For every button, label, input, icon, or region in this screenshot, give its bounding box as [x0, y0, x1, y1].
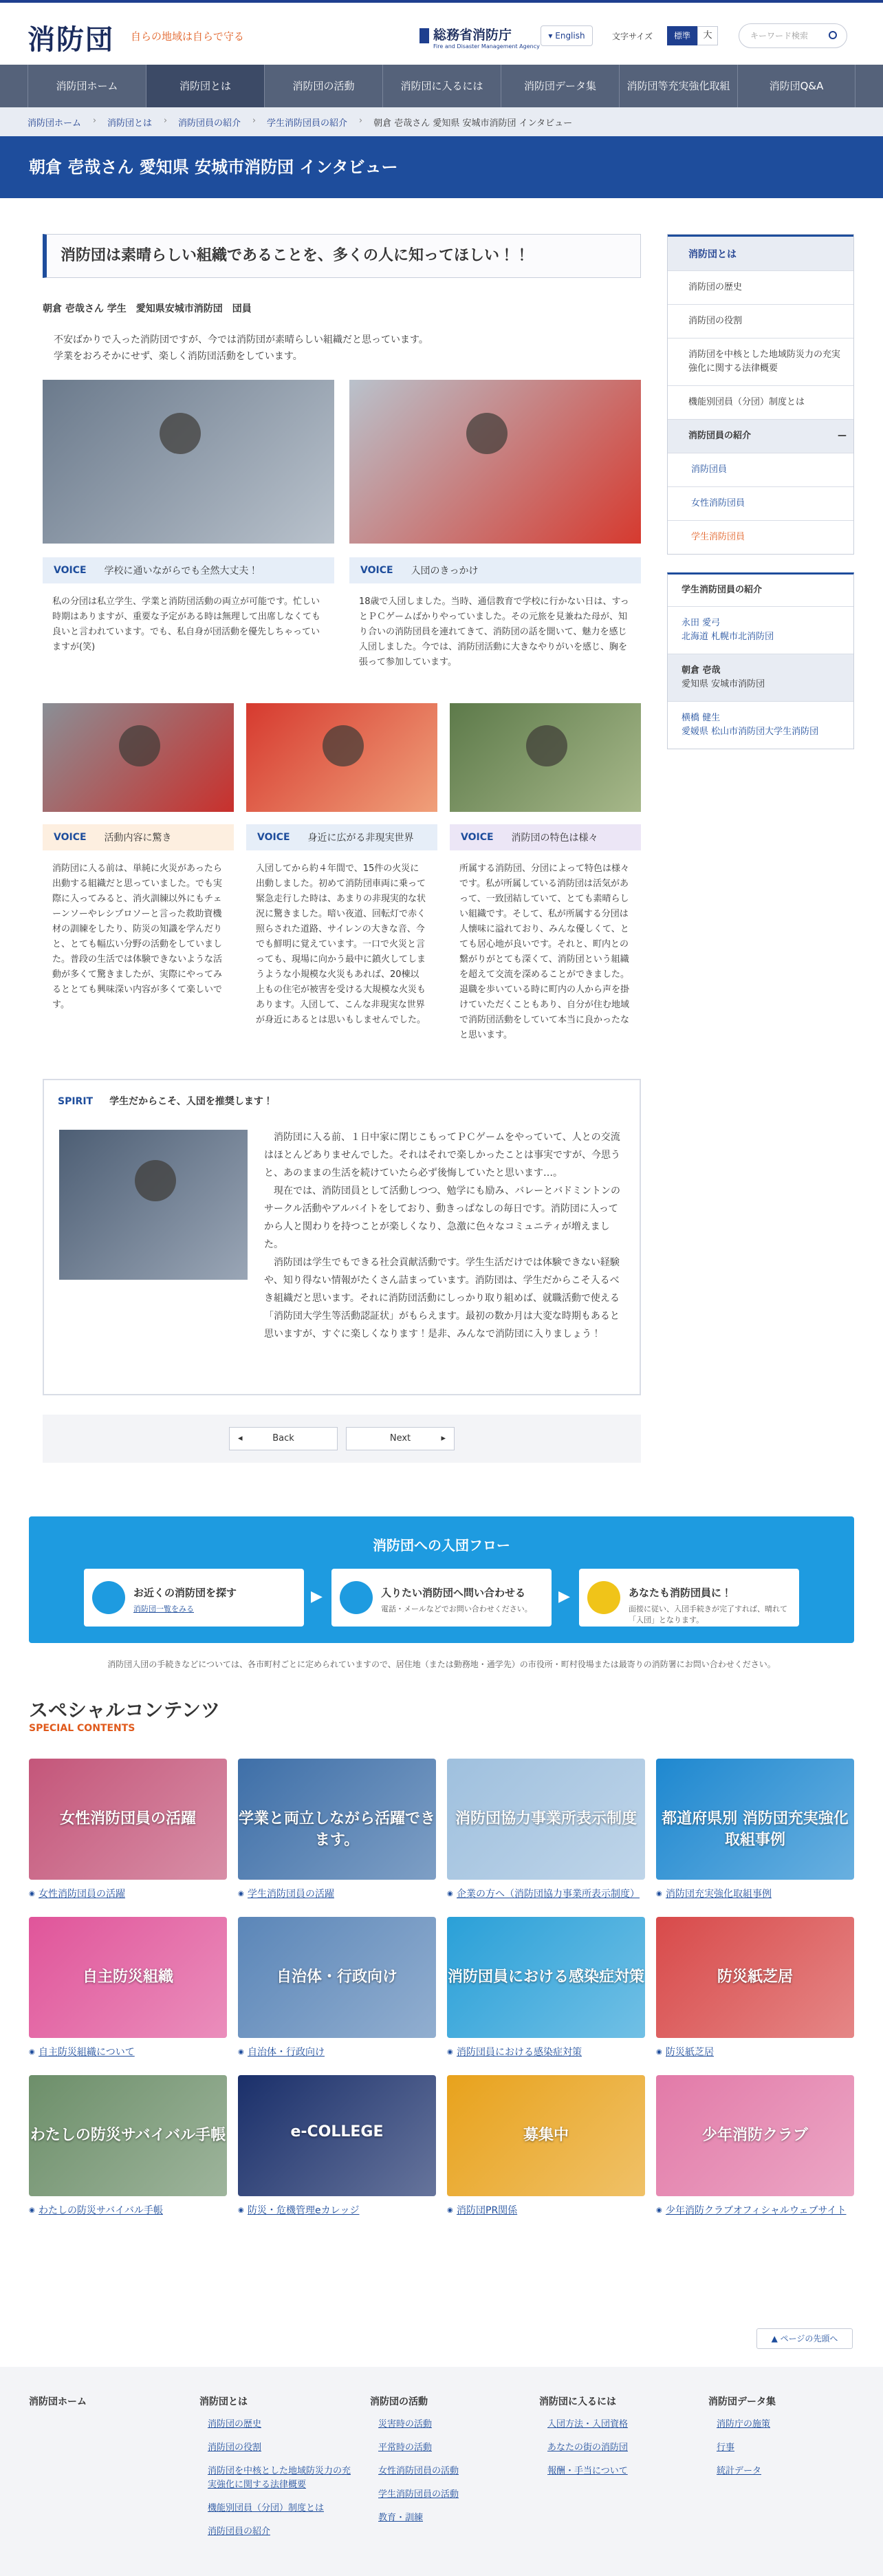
collapse-icon: — — [838, 431, 847, 441]
student-place: 愛媛県 松山市消防団大学生消防団 — [682, 727, 819, 737]
voice-text: 私の分団は私立学生、学業と消防団活動の両立が可能です。忙しい時期はありますが、重要な予定がある時は無理して出席しなくても良いと言われています。でも、私自身が団活動を優先しちゃっていますが(笑) — [52, 597, 321, 652]
back-to-top-button[interactable]: ▲ ページの先頭へ — [756, 2328, 853, 2349]
footer-link[interactable]: 消防団員の紹介 — [208, 2526, 271, 2537]
footer-col — [539, 2394, 704, 2478]
special-card-image[interactable] — [447, 2075, 645, 2196]
voice-header — [246, 824, 437, 850]
page-title-banner — [0, 136, 883, 198]
spirit-text — [264, 1128, 622, 1343]
english-button-label: English — [555, 31, 585, 41]
footer-link[interactable]: 災害時の活動 — [378, 2419, 433, 2429]
special-card-link[interactable]: ◉ 女性消防団員の活躍 — [29, 1887, 227, 1902]
special-card-link[interactable]: ◉ わたしの防災サバイバル手帳 — [29, 2203, 227, 2218]
site-logo[interactable]: 消防団 — [28, 24, 114, 56]
special-card-image-text: 消防団協力事業所表示制度 — [455, 1810, 637, 1828]
sidebar-item[interactable]: 消防団の役割 — [668, 304, 853, 338]
voice-header — [450, 824, 641, 850]
next-button-label: Next — [389, 1433, 411, 1443]
sidebar-item[interactable]: 消防団の歴史 — [668, 270, 853, 304]
back-to-top-label: ページの先頭へ — [780, 2334, 838, 2343]
sidebar-subitem[interactable]: 女性消防団員 — [668, 486, 853, 520]
voice-block-3 — [43, 703, 234, 1013]
special-card[interactable] — [238, 2075, 436, 2218]
footer-heading[interactable]: 消防団とは — [199, 2396, 248, 2407]
photo-fire-engine-member — [246, 703, 437, 812]
join-note: 消防団入団の手続きなどについては、各市町村ごとに定められていますので、居住地（または勤務地・通学先）の市役所・町村役場または最寄りの消防署にお問い合わせください。 — [107, 1660, 776, 1669]
global-nav — [0, 65, 883, 107]
voice-title: 入団のきっかけ — [411, 566, 479, 577]
search-placeholder: キーワード検索 — [750, 31, 809, 41]
spirit-paragraph: 消防団に入る前、１日中家に閉じこもってＰＣゲームをやっていて、人との交流はほとんどありませんでした。それはそれで楽しかったことは事実ですが、今思うと、あのままの生活を続けていたら必ず後悔していたと思います…。 — [264, 1132, 620, 1179]
footer-heading[interactable]: 消防団に入るには — [539, 2396, 616, 2407]
photo-fire-truck — [349, 380, 641, 544]
font-size-label: 文字サイズ — [612, 32, 653, 41]
font-size-large-button[interactable]: 大 — [697, 26, 718, 45]
special-card[interactable] — [238, 1759, 436, 1902]
footer-link[interactable]: 女性消防団員の活動 — [378, 2466, 459, 2476]
footer-link[interactable]: 消防団の役割 — [208, 2443, 262, 2453]
photo-park-uniform — [450, 703, 641, 812]
english-button[interactable]: ▾ English — [541, 25, 593, 46]
special-card-image-text: 募集中 — [523, 2127, 569, 2145]
footer-link[interactable]: 報酬・手当について — [547, 2466, 628, 2476]
special-card-image-text: 女性消防団員の活躍 — [59, 1810, 196, 1828]
special-card-image[interactable] — [238, 2075, 436, 2196]
special-card-image-text: 自主防災組織 — [82, 1968, 173, 1986]
footer-col — [199, 2394, 351, 2539]
voice-text: 消防団に入る前は、単純に火災があったら出動する組織だと思っていました。でも実際に入ってみると、消火訓練以外にもチェーンソーやレシプロソーと言った救助資機材の訓練をしたり、防災の知識を学んだりと、とても幅広い分野の活動をしていました。普段の生活では体験できないような活動が多くて驚きましたが、実際にやってみるととても興味深い内容が多くて楽しいです。 — [52, 863, 223, 1010]
nav-item-about[interactable]: 消防団とは — [146, 65, 264, 107]
voice-block-5 — [450, 703, 641, 1043]
flow-step-1[interactable] — [84, 1569, 304, 1627]
special-card[interactable] — [656, 2075, 854, 2218]
badge-icon — [587, 1581, 620, 1614]
special-card[interactable] — [656, 1917, 854, 2060]
voice-title: 消防団の特色は様々 — [511, 833, 598, 844]
arrow-right-icon: ▶ — [558, 1588, 570, 1605]
flow-step-title: あなたも消防団員に！ — [629, 1587, 732, 1599]
student-item[interactable] — [668, 701, 853, 749]
special-card-link[interactable]: ◉ 防災紙芝居 — [656, 2045, 854, 2060]
footer-col — [370, 2394, 535, 2525]
voice-block-1 — [43, 380, 334, 655]
voice-block-2 — [349, 380, 641, 670]
special-card-image-text: e-COLLEGE — [290, 2123, 384, 2141]
voice-tag: VOICE — [54, 832, 87, 843]
special-card-link[interactable]: ◉ 少年消防クラブオフィシャルウェブサイト — [656, 2203, 854, 2218]
special-card-image[interactable] — [238, 1759, 436, 1880]
sidebar-item[interactable]: 消防団を中核とした地域防災力の充実強化に関する法律概要 — [668, 338, 853, 385]
voice-title: 学校に通いながらでも全然大丈夫！ — [104, 566, 259, 577]
footer-heading[interactable]: 消防団の活動 — [370, 2396, 428, 2407]
agency-mark-icon — [419, 28, 429, 43]
voice-tag: VOICE — [257, 832, 290, 843]
special-card-image[interactable] — [656, 1759, 854, 1880]
footer-link[interactable]: 学生消防団員の活動 — [378, 2489, 459, 2500]
student-list — [667, 572, 854, 749]
special-card[interactable] — [447, 2075, 645, 2218]
article-lead — [43, 332, 641, 365]
special-card-image[interactable] — [238, 1917, 436, 2038]
voice-text: 入団してから約４年間で、15件の火災に出動しました。初めて消防団車両に乗って緊急走行した時は、あまりの非現実的な状況に驚きました。暗い夜道、回転灯で赤く照らされた道路、サイレンの大きな音、今でも鮮明に覚えています。一口で火災と言っても、現場に向かう最中に鎮火してしまうような小規模な火災もあれば、20棟以上もの住宅が被害を受ける大規模な火災もあります。入団して、こんな非現実な世界が身近にあるとは思いもしませんでした。 — [256, 863, 426, 1025]
flow-step-desc: 面接に従い、入団手続きが完了すれば、晴れて「入団」となります。 — [629, 1604, 787, 1624]
special-card-link[interactable]: ◉ 自治体・行政向け — [238, 2045, 436, 2060]
special-card-image-text: 都道府県別 消防団充実強化取組事例 — [662, 1810, 849, 1849]
sidebar-item[interactable]: 機能別団員（分団）制度とは — [668, 385, 853, 419]
footer-link[interactable]: 消防団を中核とした地域防災力の充実強化に関する法律概要 — [208, 2466, 351, 2490]
nav-item-data[interactable]: 消防団データ集 — [501, 65, 619, 107]
special-card-link[interactable]: ◉ 防災・危機管理eカレッジ — [238, 2203, 436, 2218]
special-card-image-text: 自治体・行政向け — [276, 1968, 397, 1986]
footer-link[interactable]: 行事 — [717, 2443, 735, 2453]
footer-heading[interactable]: 消防団ホーム — [29, 2396, 87, 2407]
arrow-right-icon: ▶ — [311, 1588, 323, 1605]
footer-col — [29, 2394, 194, 2408]
student-list-heading: 学生消防団員の紹介 — [682, 585, 763, 595]
sidebar — [667, 234, 854, 749]
site-header — [0, 0, 883, 65]
nav-item-home[interactable]: 消防団ホーム — [28, 65, 146, 107]
special-card-image[interactable] — [29, 1917, 227, 2038]
breadcrumb — [0, 107, 883, 136]
special-card-image-text: 防災紙芝居 — [717, 1968, 793, 1986]
nav-item-qa[interactable]: 消防団Q&A — [737, 65, 855, 107]
flow-step-title: 入りたい消防団へ問い合わせる — [381, 1587, 526, 1599]
voice-text: 18歳で入団しました。当時、通信教育で学校に行かない日は、すっとＰＣゲームばかりやっていました。その元旅を見兼ねた母が、知り合いの消防団員を連れてきて、消防団の話を聞いて、魅力を感じ入団しました。今では、消防団活動に大きなやりがいを感じ、胸を張って参加しています。 — [359, 597, 629, 667]
voice-title: 活動内容に驚き — [104, 833, 172, 844]
special-card-image[interactable] — [29, 1759, 227, 1880]
agency-logo[interactable] — [419, 25, 540, 50]
voice-text: 所属する消防団、分団によって特色は様々です。私が所属している消防団は活気があって、一致団結していて、とても素晴らしい組織です。そして、私が所属する分団は人懐味に溢れており、みんな優しくて、とても居心地が良いです。それと、町内との繋がりがとても深くて、消防団という組織を超えて交流を深めることができました。退職を歩いている時に町内の人から声を掛けていただくこともあり、自分が住む地域で消防団活動をしていて本当に良かったなと思います。 — [459, 863, 630, 1040]
special-card-link[interactable]: ◉ 消防団PR関係 — [447, 2203, 645, 2218]
breadcrumb-item[interactable]: 消防団とは › — [107, 116, 152, 129]
special-card-image[interactable] — [29, 2075, 227, 2196]
footer-link[interactable]: 入団方法・入団資格 — [547, 2419, 629, 2429]
flow-step-desc: 電話・メールなどでお問い合わせください。 — [381, 1604, 532, 1613]
article-headline: 消防団は素晴らしい組織であることを、多くの人に知ってほしい！！ — [43, 234, 641, 278]
chevron-left-icon: ◂ — [238, 1433, 243, 1443]
back-button[interactable] — [229, 1427, 338, 1450]
student-item[interactable] — [668, 606, 853, 654]
search-icon — [92, 1581, 125, 1614]
back-button-label: Back — [272, 1433, 294, 1443]
agency-name-en: Fire and Disaster Management Agency — [433, 43, 540, 50]
spirit-tag: SPIRIT — [58, 1096, 94, 1107]
voice-header — [43, 824, 234, 850]
footer-link[interactable]: 平常時の活動 — [378, 2443, 433, 2453]
special-card[interactable] — [447, 1917, 645, 2060]
sidebar-subitem-current[interactable]: 学生消防団員 — [668, 520, 853, 554]
student-name: 横橋 健生 — [682, 713, 721, 723]
student-item-current[interactable] — [668, 654, 853, 701]
flow-step-2 — [331, 1569, 552, 1627]
chevron-right-icon: ▸ — [441, 1433, 446, 1443]
photo-portrait — [59, 1130, 248, 1280]
special-card-image[interactable] — [656, 1917, 854, 2038]
spirit-title: 学生だからこそ、入団を推奨します！ — [109, 1096, 273, 1107]
special-card[interactable] — [29, 2075, 227, 2218]
footer-link[interactable]: 教育・訓練 — [378, 2513, 424, 2523]
special-card-image[interactable] — [656, 2075, 854, 2196]
special-card-image-text: 少年消防クラブ — [701, 2127, 808, 2145]
sidebar-heading[interactable]: 消防団とは — [668, 235, 853, 270]
sidebar-item-open[interactable] — [668, 419, 853, 453]
phone-icon — [340, 1581, 373, 1614]
nav-item-join[interactable]: 消防団に入るには — [382, 65, 501, 107]
footer-link[interactable]: 消防団の歴史 — [208, 2419, 262, 2429]
sidebar-menu — [667, 234, 854, 555]
footer — [0, 2367, 883, 2576]
special-card-image[interactable] — [447, 1759, 645, 1880]
nav-item-activities[interactable]: 消防団の活動 — [264, 65, 382, 107]
voice-header — [349, 557, 641, 583]
special-card[interactable] — [29, 1759, 227, 1902]
special-card[interactable] — [29, 1917, 227, 2060]
student-place: 愛知県 安城市消防団 — [682, 679, 765, 689]
spirit-heading — [58, 1094, 626, 1108]
special-card-image-text: わたしの防災サバイバル手帳 — [30, 2127, 226, 2145]
special-subtitle: SPECIAL CONTENTS — [29, 1723, 135, 1734]
special-card[interactable] — [656, 1759, 854, 1902]
special-card-link[interactable]: ◉ 消防団充実強化取組事例 — [656, 1887, 854, 1902]
special-card-link[interactable]: ◉ 企業の方へ（消防団協力事業所表示制度） — [447, 1887, 645, 1902]
flow-step-title: お近くの消防団を探す — [133, 1587, 237, 1599]
breadcrumb-item[interactable]: 学生消防団員の紹介 › — [267, 116, 347, 129]
voice-tag: VOICE — [461, 832, 494, 843]
next-button[interactable] — [346, 1427, 455, 1450]
join-flow — [29, 1516, 854, 1643]
special-card-image-text: 学業と両立しながら活躍できます。 — [238, 1810, 435, 1849]
photo-study-laptop — [43, 380, 334, 544]
nav-item-initiatives[interactable]: 消防団等充実強化取組 — [619, 65, 737, 107]
student-name: 朝倉 壱哉 — [682, 665, 721, 676]
voice-header — [43, 557, 334, 583]
student-name: 永田 愛弓 — [682, 618, 721, 628]
special-card-link[interactable]: ◉ 学生消防団員の活躍 — [238, 1887, 436, 1902]
special-card-link[interactable]: ◉ 自主防災組織について — [29, 2045, 227, 2060]
voice-tag: VOICE — [54, 565, 87, 576]
agency-name: 総務省消防庁 — [433, 28, 512, 43]
footer-link[interactable]: 統計データ — [717, 2466, 762, 2476]
spirit-section — [43, 1079, 641, 1395]
site-tagline: 自らの地域は自らで守る — [131, 30, 244, 43]
spirit-paragraph: 消防団は学生でもできる社会貢献活動です。学生生活だけでは体験できない経験や、知り得ない情報がたくさん詰まっています。消防団は、学生だからこそ入るべき組織だと思います。それに消防団活動にしっかり取り組めば、就職活動で使える「消防団大学生等活動認証状」がもらえます。最初の数か月は大変な時期もあると思いますが、すぐに楽しくなります！是非、みんなで消防団に入りましょう！ — [264, 1257, 620, 1340]
breadcrumb-item[interactable]: 消防団ホーム › — [28, 116, 81, 129]
lead-line: 不安ばかりで入った消防団ですが、今では消防団が素晴らしい組織だと思っています。 — [54, 334, 428, 345]
footer-col — [708, 2394, 873, 2478]
join-flow-title: 消防団への入団フロー — [373, 1537, 510, 1554]
search-input[interactable] — [739, 23, 847, 48]
search-icon[interactable] — [829, 31, 837, 39]
article — [43, 234, 641, 1443]
person-profile: 朝倉 壱哉さん 学生 愛知県安城市消防団 団員 — [43, 303, 252, 314]
photo-rescue-training — [43, 703, 234, 812]
sidebar-item-label: 消防団員の紹介 — [688, 431, 752, 441]
breadcrumb-item[interactable]: 消防団員の紹介 › — [178, 116, 241, 129]
spirit-paragraph: 現在では、消防団員として活動しつつ、勉学にも励み、バレーとバドミントンのサークル活動やアルバイトをしており、動きっぱなしの毎日です。消防団に入ってから人と関わりを持つことが楽しくなり、急激に色々なコミュニティが増えました。 — [264, 1185, 620, 1250]
footer-heading[interactable]: 消防団データ集 — [708, 2396, 776, 2407]
page-title: 朝倉 壱哉さん 愛知県 安城市消防団 インタビュー — [29, 158, 398, 177]
find-unit-link[interactable]: 消防団一覧をみる — [133, 1604, 194, 1613]
footer-link[interactable]: あなたの街の消防団 — [547, 2443, 629, 2453]
special-card[interactable] — [238, 1917, 436, 2060]
voice-block-4 — [246, 703, 437, 1028]
pager — [43, 1415, 641, 1463]
voice-tag: VOICE — [360, 565, 393, 576]
special-title: スペシャルコンテンツ — [29, 1699, 221, 1721]
font-size-standard-button[interactable]: 標準 — [667, 26, 697, 45]
voice-title: 身近に広がる非現実世界 — [307, 833, 414, 844]
flow-step-3 — [579, 1569, 799, 1627]
lead-line: 学業をおろそかにせず、楽しく消防団活動をしています。 — [54, 351, 303, 362]
special-card-image-text: 消防団員における感染症対策 — [447, 1968, 644, 1986]
special-card-link[interactable]: ◉ 消防団員における感染症対策 — [447, 2045, 645, 2060]
footer-link[interactable]: 消防庁の施策 — [717, 2419, 771, 2429]
special-card[interactable] — [447, 1759, 645, 1902]
footer-link[interactable]: 機能別団員（分団）制度とは — [208, 2503, 325, 2513]
student-place: 北海道 札幌市北消防団 — [682, 632, 774, 642]
special-card-image[interactable] — [447, 1917, 645, 2038]
sidebar-subitem[interactable]: 消防団員 — [668, 453, 853, 486]
breadcrumb-current: 朝倉 壱哉さん 愛知県 安城市消防団 インタビュー — [373, 118, 573, 129]
